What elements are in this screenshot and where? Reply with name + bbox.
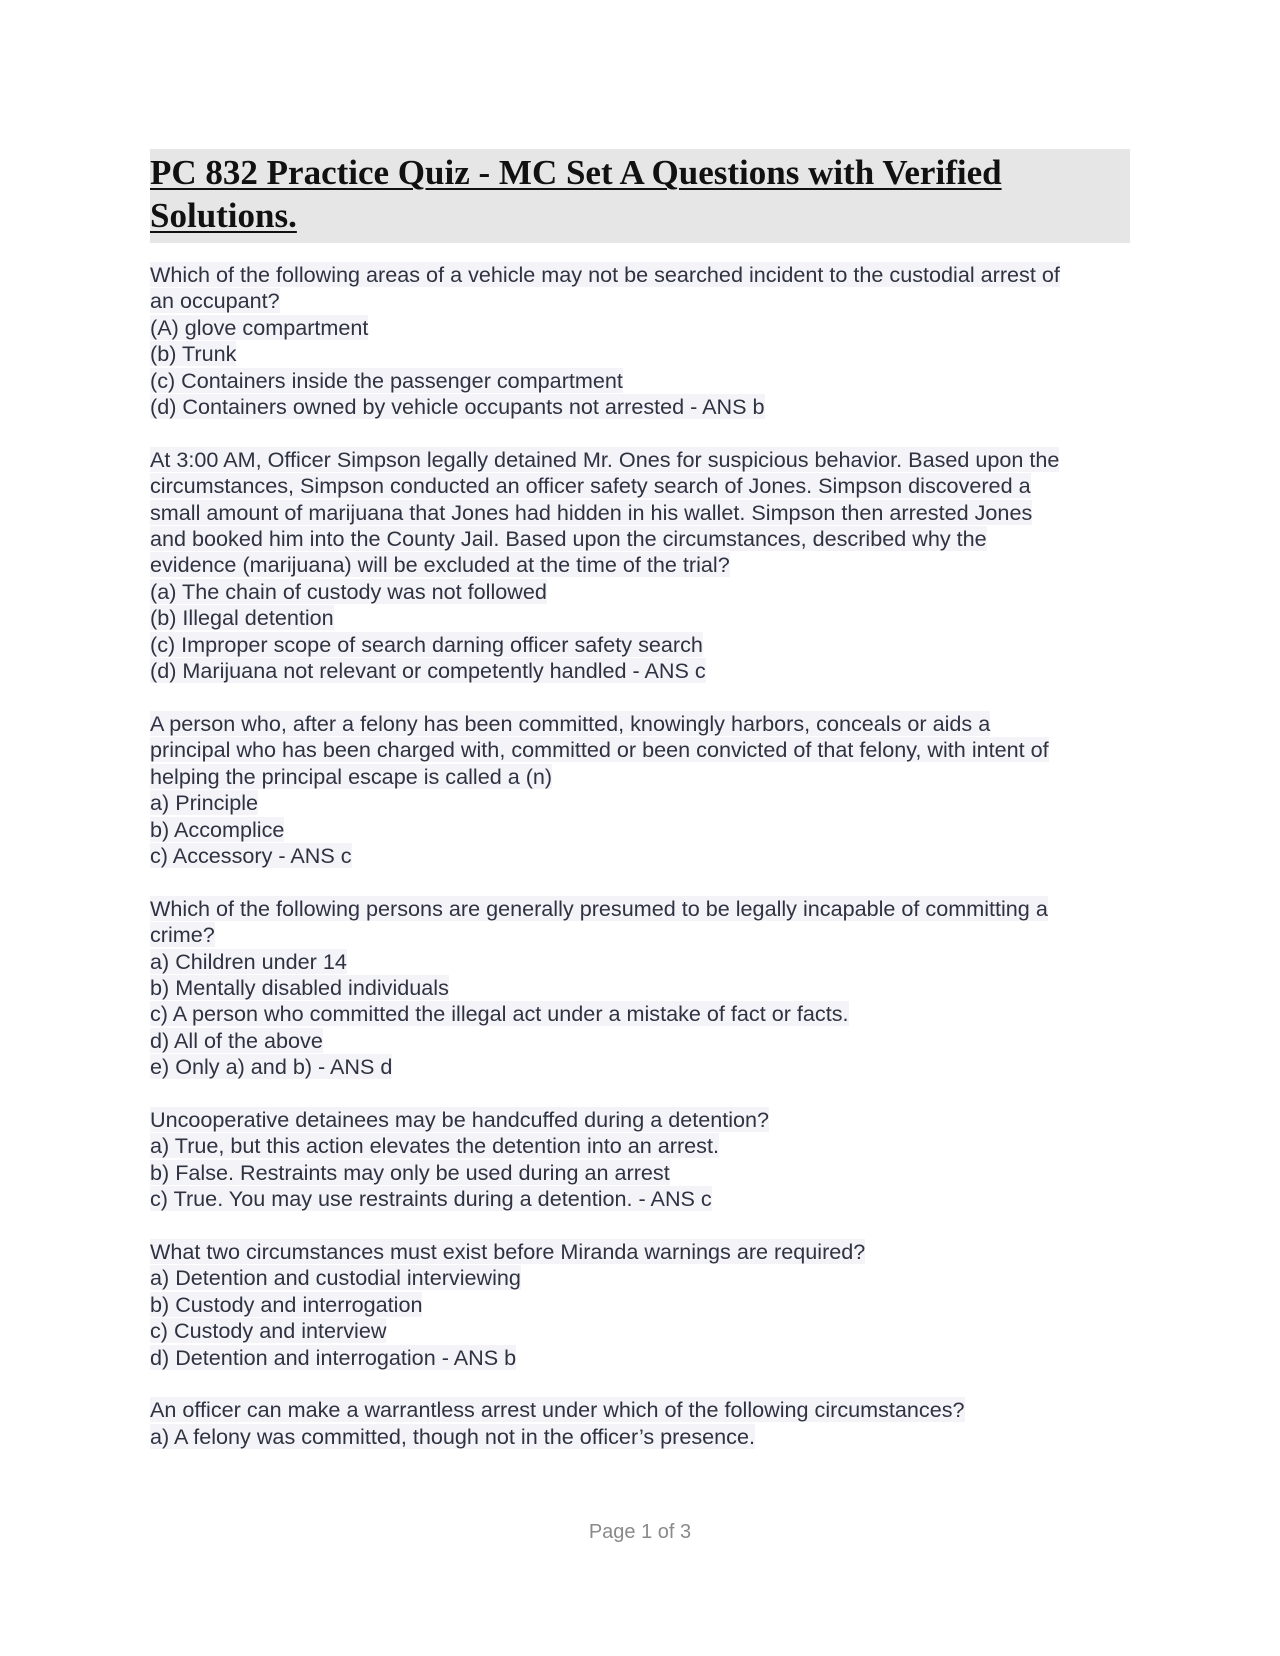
title-line: Solutions. <box>150 196 297 235</box>
answer-option: b) Accomplice <box>150 816 285 842</box>
document-title <box>150 151 1130 237</box>
answer-option: c) Custody and interview <box>150 1318 387 1344</box>
question-text-line: A person who, after a felony has been committed, knowingly harbors, conceals or aids a <box>150 710 991 736</box>
answer-option: a) Children under 14 <box>150 948 347 974</box>
question-text-line: small amount of marijuana that Jones had hidden in his wallet. Simpson then arrested Jones <box>150 499 1033 525</box>
answer-option: a) A felony was committed, though not in the officer’s presence. <box>150 1423 755 1449</box>
question-7 <box>150 1397 1140 1450</box>
answer-option: b) False. Restraints may only be used during an arrest <box>150 1159 670 1185</box>
answer-option: c) A person who committed the illegal act under a mistake of fact or facts. <box>150 1001 849 1027</box>
question-text-line: evidence (marijuana) will be excluded at the time of the trial? <box>150 552 730 578</box>
answer-option: (A) glove compartment <box>150 314 369 340</box>
answer-option: (d) Containers owned by vehicle occupants not arrested - ANS b <box>150 394 765 420</box>
answer-option: b) Mentally disabled individuals <box>150 974 449 1000</box>
answer-option: c) Accessory - ANS c <box>150 842 352 868</box>
answer-option: (c) Improper scope of search darning officer safety search <box>150 631 703 657</box>
answer-option: d) All of the above <box>150 1027 323 1053</box>
question-4 <box>150 896 1140 1081</box>
question-1 <box>150 262 1140 420</box>
question-text-line: principal who has been charged with, committed or been convicted of that felony, with intent of <box>150 737 1049 763</box>
question-text-line: Which of the following persons are generally presumed to be legally incapable of committing a <box>150 895 1048 921</box>
answer-option: a) True, but this action elevates the detention into an arrest. <box>150 1133 719 1159</box>
title-block <box>150 149 1130 243</box>
page-number: Page 1 of 3 <box>588 1521 692 1543</box>
answer-option: (b) Trunk <box>150 341 237 367</box>
question-text-line: an occupant? <box>150 288 280 314</box>
question-3 <box>150 711 1140 869</box>
answer-option: (b) Illegal detention <box>150 605 334 631</box>
answer-option: e) Only a) and b) - ANS d <box>150 1054 393 1080</box>
question-text-line: circumstances, Simpson conducted an officer safety search of Jones. Simpson discovered a <box>150 473 1031 499</box>
answer-option: (d) Marijuana not relevant or competently handled - ANS c <box>150 658 706 684</box>
question-text-line: helping the principal escape is called a (n) <box>150 763 553 789</box>
question-text-line: An officer can make a warrantless arrest under which of the following circumstances? <box>150 1397 965 1423</box>
question-text-line: crime? <box>150 922 215 948</box>
answer-option: d) Detention and interrogation - ANS b <box>150 1344 517 1370</box>
answer-option: (c) Containers inside the passenger compartment <box>150 367 623 393</box>
answer-option: a) Principle <box>150 790 259 816</box>
question-2 <box>150 447 1140 685</box>
answer-option: a) Detention and custodial interviewing <box>150 1265 521 1291</box>
title-line: PC 832 Practice Quiz - MC Set A Questions with Verified <box>150 153 1002 192</box>
question-text-line: At 3:00 AM, Officer Simpson legally detained Mr. Ones for suspicious behavior. Based upon the <box>150 446 1060 472</box>
answer-option: b) Custody and interrogation <box>150 1291 423 1317</box>
question-5 <box>150 1107 1140 1213</box>
question-6 <box>150 1239 1140 1371</box>
question-text-line: Uncooperative detainees may be handcuffed during a detention? <box>150 1106 770 1132</box>
quiz-body <box>150 262 1140 1477</box>
question-text-line: What two circumstances must exist before Miranda warnings are required? <box>150 1238 866 1264</box>
question-text-line: Which of the following areas of a vehicle may not be searched incident to the custodial arrest of <box>150 262 1060 287</box>
answer-option: (a) The chain of custody was not followed <box>150 578 547 604</box>
answer-option: c) True. You may use restraints during a detention. - ANS c <box>150 1186 712 1212</box>
question-text-line: and booked him into the County Jail. Based upon the circumstances, described why the <box>150 526 987 552</box>
